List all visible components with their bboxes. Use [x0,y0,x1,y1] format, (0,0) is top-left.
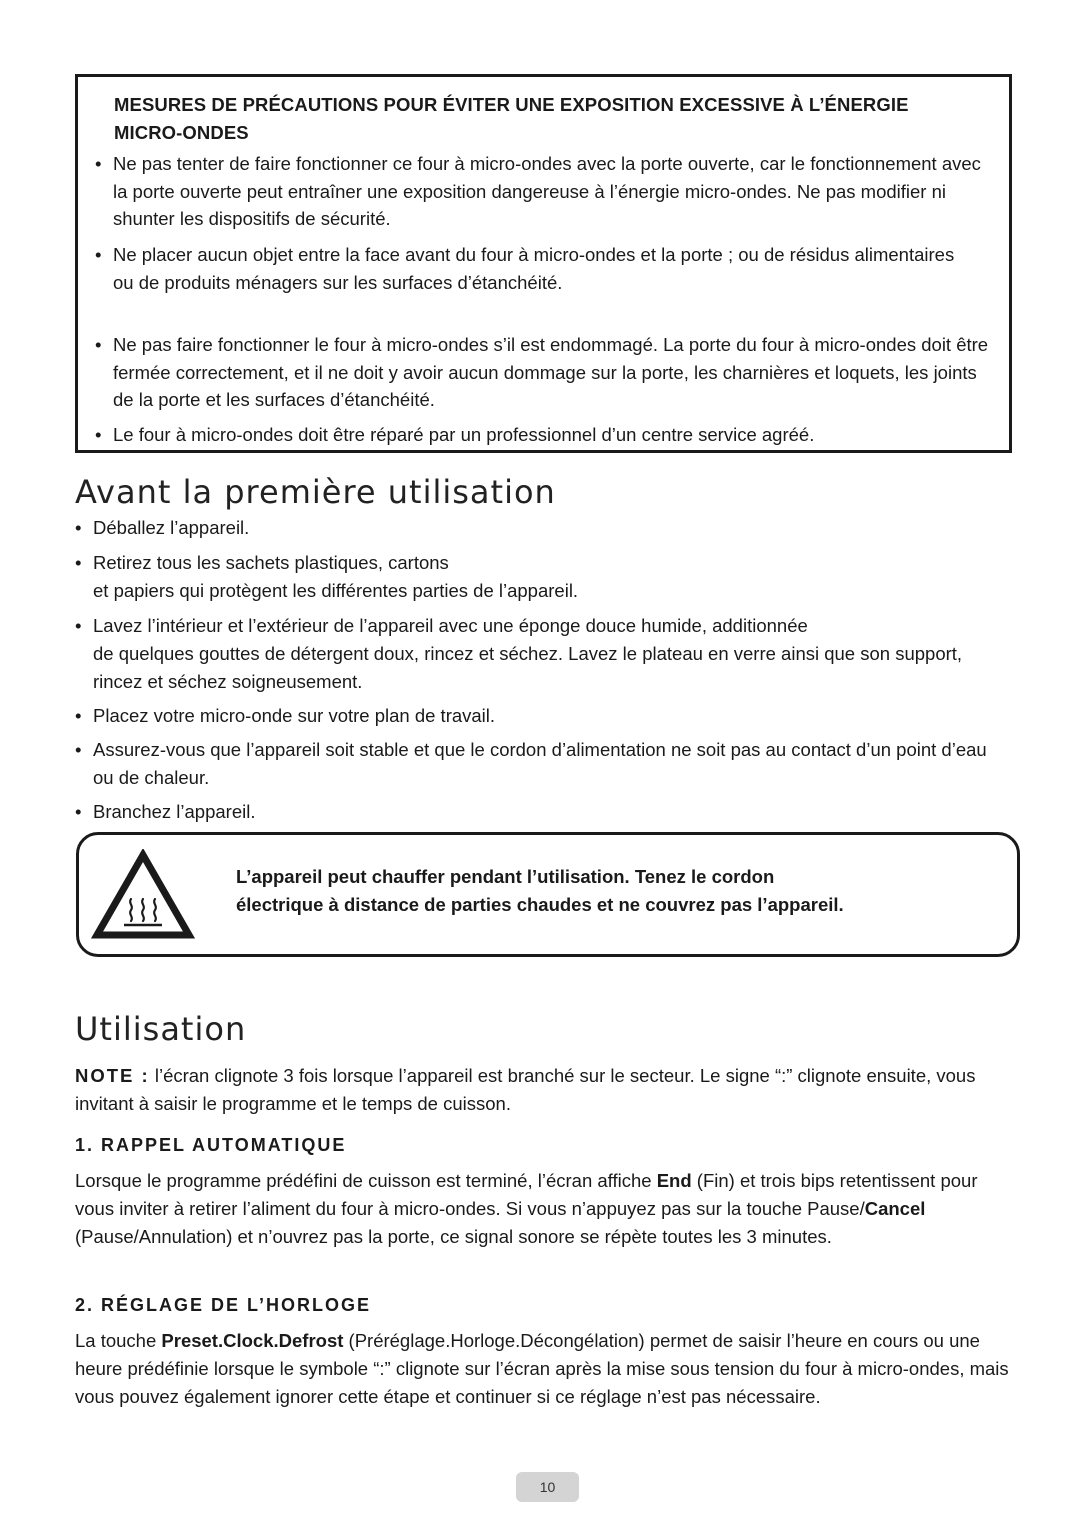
precaution-item-text: Le four à micro-ondes doit être réparé par un professionnel d’un centre service agréé. [113,424,815,445]
list-item-text: Branchez l’appareil. [93,801,256,822]
page-number: 10 [516,1472,579,1502]
precautions-title-line2: MICRO-ONDES [114,122,249,143]
precaution-item-continuation: ou de produits ménagers sur les surfaces d’étanchéité. [113,271,563,293]
precaution-item [95,421,995,449]
auto-reminder-paragraph [75,1167,1020,1251]
list-item [75,549,1005,605]
precautions-title-line1: MESURES DE PRÉCAUTIONS POUR ÉVITER UNE EXPOSITION EXCESSIVE À L’ÉNERGIE [114,94,909,115]
list-item [75,702,1005,730]
cancel-keyword: Cancel [864,1198,926,1219]
bullet: • [75,705,82,726]
bullet: • [75,615,82,636]
list-item-text: Placez votre micro-onde sur votre plan de travail. [93,705,496,726]
section-heading-before-first-use: Avant la première utilisation [75,473,556,511]
warning-line1: L’appareil peut chauffer pendant l’utilisation. Tenez le cordon [236,866,775,887]
bullet: • [95,244,102,265]
text-run: La touche [75,1330,162,1351]
precaution-item [95,241,995,296]
precaution-item-text: Ne placer aucun objet entre la face avant du four à micro-ondes et la porte ; ou de résidus alimentaires [113,244,955,265]
end-keyword: End [656,1170,692,1191]
clock-setting-paragraph [75,1327,1020,1411]
list-item-continuation: de quelques gouttes de détergent doux, rincez et séchez. Lavez le plateau en verre ainsi que son support, rincez et séchez soigneusement. [93,643,963,692]
subsection-title-clock-setting: 2. RÉGLAGE DE L’HORLOGE [75,1295,372,1315]
note-text: l’écran clignote 3 fois lorsque l’appareil est branché sur le secteur. Le signe “:” clignote ensuite, vous invitant à saisir le programme et le temps de cuisson. [75,1065,976,1114]
text-run: (Pause/Annulation) et n’ouvrez pas la porte, ce signal sonore se répète toutes les 3 minutes. [75,1226,832,1247]
bullet: • [95,424,102,445]
note-label: NOTE : [75,1065,150,1086]
precaution-item [95,150,995,233]
preset-clock-defrost-keyword: Preset.Clock.Defrost [161,1330,344,1351]
hot-surface-warning-icon [91,849,195,941]
list-item-text: Retirez tous les sachets plastiques, cartons [93,552,449,573]
warning-text [236,863,956,919]
text-run: (Préréglage.Horloge.Décongélation) permet de saisir l’heure en cours ou une heure prédéfinie lorsque le symbole “:” clignote sur l’écran après la mise sous tension du four à micro-ondes, mais vous pouvez également ignorer cette étape et continuer si ce réglage n’est pas nécessaire. [75,1330,1009,1407]
list-item-continuation: et papiers qui protègent les différentes parties de l’appareil. [93,580,579,601]
list-item [75,798,1005,826]
bullet: • [75,552,82,573]
subsection-title-auto-reminder: 1. RAPPEL AUTOMATIQUE [75,1135,347,1155]
list-item-text: Déballez l’appareil. [93,517,250,538]
bullet: • [95,153,102,174]
precaution-item-text: Ne pas faire fonctionner le four à micro-ondes s’il est endommagé. La porte du four à micro-ondes doit être fermée correctement, et il ne doit y avoir aucun dommage sur la porte, les charnières et loquets, les joints de la porte et les surfaces d’étanchéité. [113,334,989,410]
text-run: Lorsque le programme prédéfini de cuisson est terminé, l’écran affiche [75,1170,657,1191]
warning-line2: électrique à distance de parties chaudes et ne couvrez pas l’appareil. [236,894,844,915]
list-item-text: Lavez l’intérieur et l’extérieur de l’appareil avec une éponge douce humide, additionnée [93,615,808,636]
list-item [75,514,1005,542]
precautions-title [114,91,994,147]
usage-note [75,1062,1020,1118]
bullet: • [95,334,102,355]
bullet: • [75,739,82,760]
bullet: • [75,517,82,538]
precaution-item-text: Ne pas tenter de faire fonctionner ce four à micro-ondes avec la porte ouverte, car le fonctionnement avec la porte ouverte peut entraîner une exposition dangereuse à l’énergie micro-ondes. Ne pas modifier ni shunter les dispositifs de sécurité. [113,153,981,229]
section-heading-usage: Utilisation [75,1010,247,1048]
precaution-item [95,331,995,414]
precautions-box [75,74,1012,453]
list-item [75,612,1005,696]
text-run: (Fin) et trois bips retentissent pour vous inviter à retirer l’aliment du four à micro-ondes. Si vous n’appuyez pas sur la touche Pause/ [75,1170,978,1219]
list-item [75,736,1005,792]
bullet: • [75,801,82,822]
hot-surface-warning-box [76,832,1020,957]
list-item-text: Assurez-vous que l’appareil soit stable et que le cordon d’alimentation ne soit pas au contact d’un point d’eau ou de chaleur. [93,739,987,788]
